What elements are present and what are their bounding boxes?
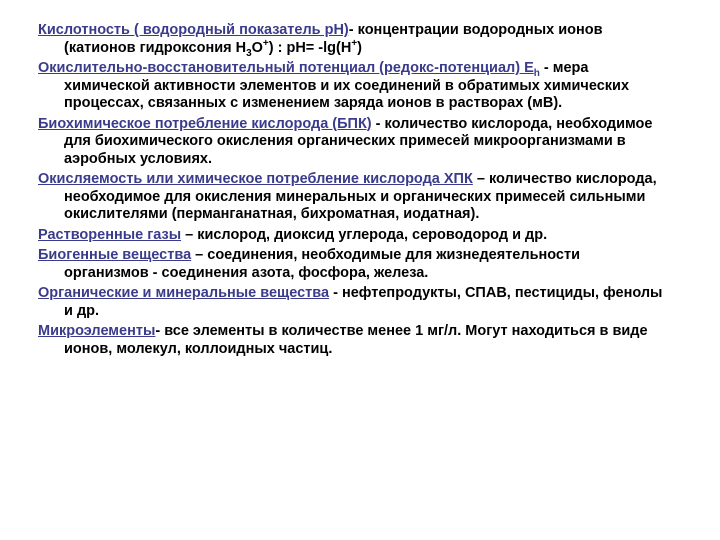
definition-text: - все элементы в количестве менее 1 мг/л. Могут находиться в виде ионов, молекул, коллоидных частиц. xyxy=(64,323,648,357)
term-cod: Окисляемость или химическое потребление кислорода ХПК xyxy=(38,171,473,187)
term-microelements: Микроэлементы xyxy=(38,323,156,339)
superscript: + xyxy=(262,37,269,49)
subscript: h xyxy=(533,67,540,79)
definition-biogenic xyxy=(38,247,668,282)
definition-text-part: ) : pH= -lg(H xyxy=(268,39,352,56)
definition-text-part: - концентрации водородных ионов (катионов гидроксония H xyxy=(64,22,603,56)
term-bod: Биохимическое потребление кислорода (БПК) xyxy=(38,115,372,132)
definition-text: – кислород, диоксид углерода, сероводород и др. xyxy=(181,226,548,243)
definition-bod xyxy=(38,116,668,169)
definition-organic-mineral xyxy=(38,285,668,320)
definition-dissolved-gases xyxy=(38,227,668,245)
definition-text: – количество кислорода, необходимое для окисления минеральных и органических примесей сильными окислителями (перманганатная, бихроматная, иодатная). xyxy=(64,171,657,222)
subscript: 3 xyxy=(246,47,252,59)
definition-cod xyxy=(38,171,668,224)
definition-acidity xyxy=(38,22,668,57)
definition-text: - мера химической активности элементов и их соединений в обратимых химических процессах, связанных с изменением заряда ионов в растворах (мВ). xyxy=(64,60,630,111)
term-organic-mineral: Органические и минеральные вещества xyxy=(38,285,330,301)
definition-microelements xyxy=(38,323,668,358)
superscript: + xyxy=(351,37,358,49)
definition-text: - количество кислорода, необходимое для биохимического окисления органических примесей микроорганизмами в аэробных условиях. xyxy=(64,115,653,167)
term-acidity: Кислотность ( водородный показатель pH) xyxy=(38,22,349,38)
definition-text: - нефтепродукты, СПАВ, пестициды, фенолы и др. xyxy=(64,285,663,319)
term-dissolved-gases: Растворенные газы xyxy=(38,226,182,243)
term-biogenic: Биогенные вещества xyxy=(38,247,192,263)
term-redox xyxy=(38,60,540,79)
definitions-list xyxy=(38,22,668,361)
definition-text-part: ) xyxy=(357,39,363,56)
term-text: Окислительно-восстановительный потенциал (редокс-потенциал) E xyxy=(38,60,534,76)
definition-text-part: O xyxy=(251,39,263,56)
definition-redox xyxy=(38,60,668,113)
definition-text: – соединения, необходимые для жизнедеятельности организмов - соединения азота, фосфора, железа. xyxy=(64,247,580,281)
